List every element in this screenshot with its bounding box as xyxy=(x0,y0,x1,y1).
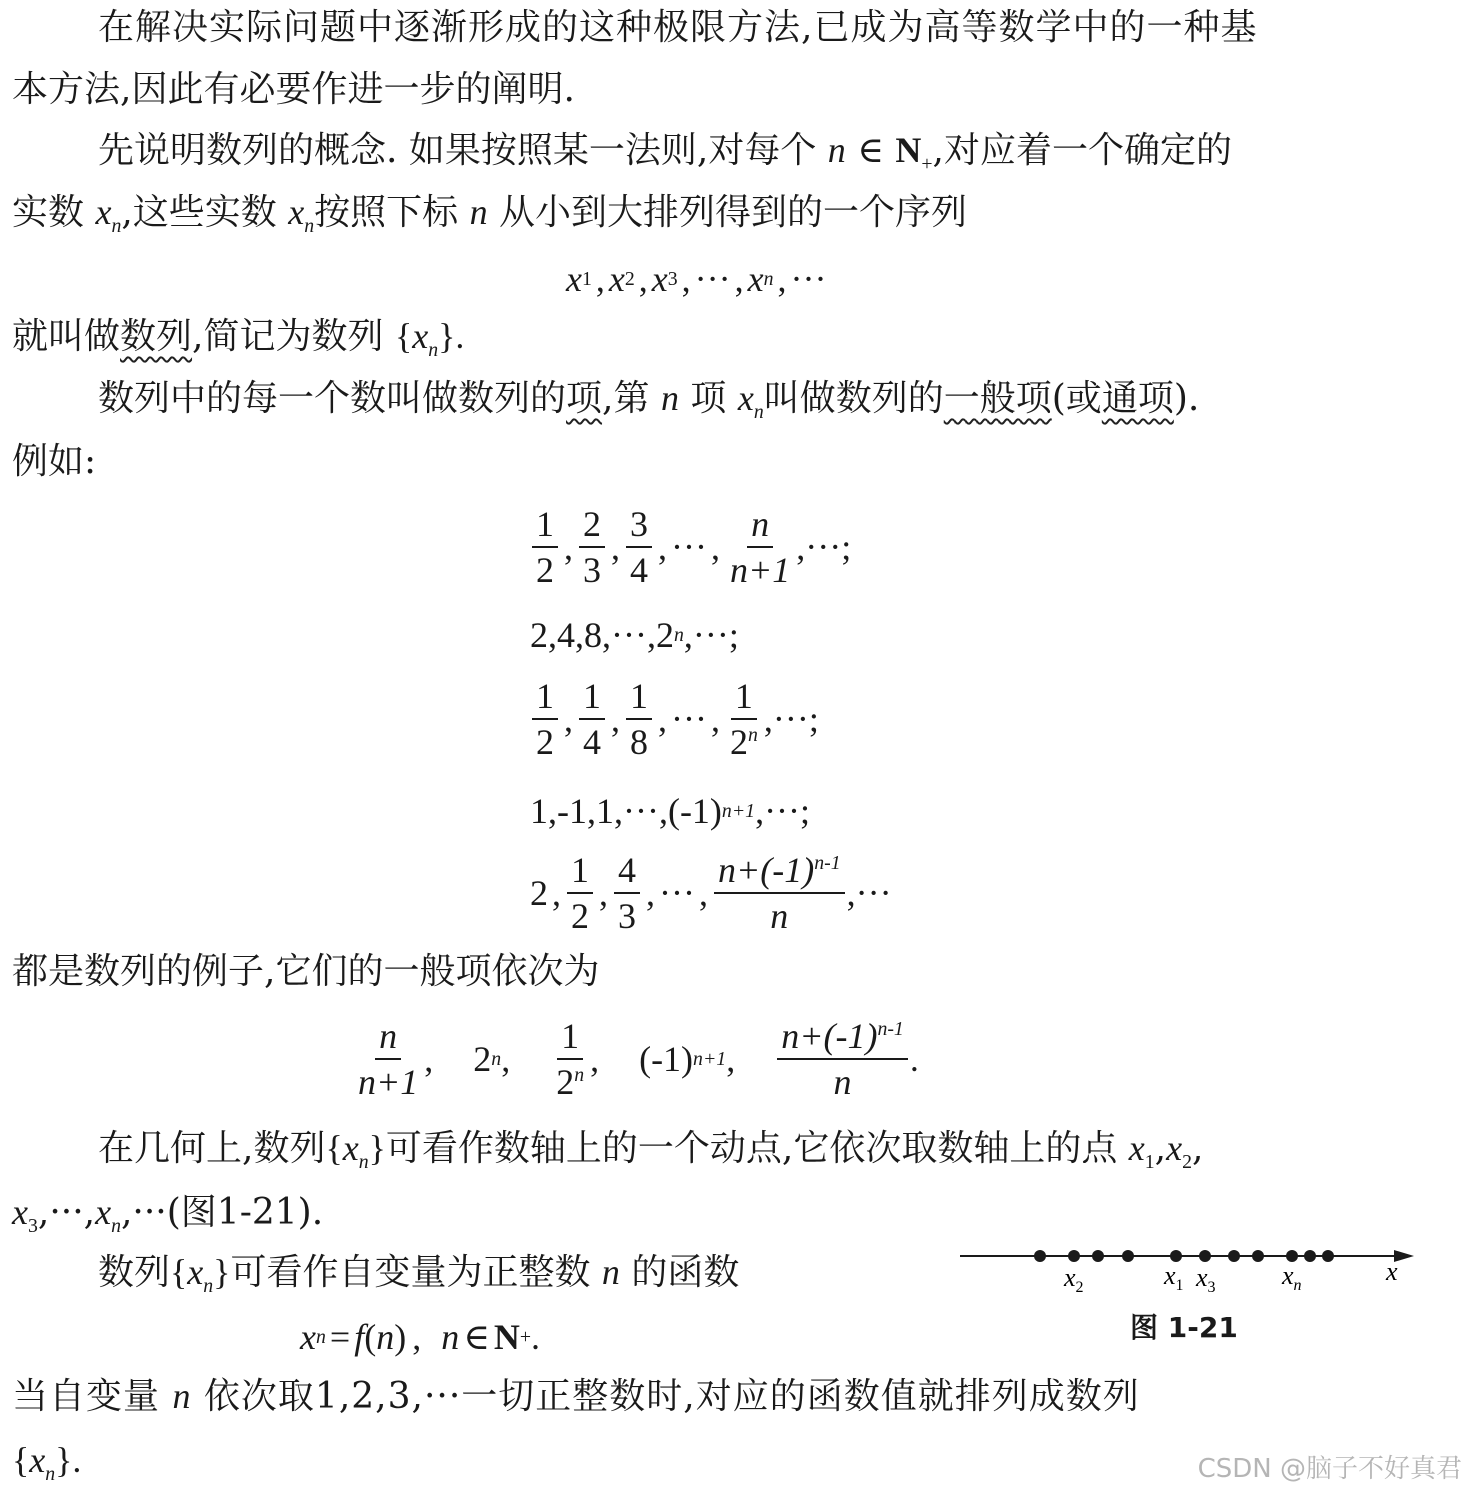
point xyxy=(1092,1250,1104,1262)
point xyxy=(1034,1250,1046,1262)
term-general-term-alt: 通项 xyxy=(1101,378,1174,419)
paragraph-8-line-1: 当自变量 n 依次取1,2,3,···一切正整数时,对应的函数值就排列成数列 xyxy=(12,1376,1140,1417)
axis-label: x xyxy=(1386,1257,1398,1286)
figure-caption: 图 1-21 xyxy=(1130,1311,1238,1344)
paragraph-2-line-2: 实数 $x_n$,这些实数 $x_n$按照下标 n 从小到大排列得到的一个序列 xyxy=(12,192,968,238)
sequence-formula: x 1 , x 2 , x 3 , ··· , x n , ··· xyxy=(566,259,827,299)
term-item: 项 xyxy=(566,378,603,419)
point xyxy=(1199,1250,1211,1262)
point xyxy=(1322,1250,1334,1262)
term-sequence: 数列 xyxy=(120,316,193,357)
example-1: $\frac{1}{2}$ , $\frac{2}{3}$ , $\frac{3}{4}$ , ··· , $\frac{n}{n+1}$ ,···; xyxy=(530,506,851,588)
paragraph-7: 数列$\{x_n\}$可看作自变量为正整数 n 的函数 xyxy=(98,1252,740,1298)
paragraph-5: 都是数列的例子,它们的一般项依次为 xyxy=(12,951,600,992)
point xyxy=(1122,1250,1134,1262)
paragraph-2-line-1: 先说明数列的概念. 如果按照某一法则,对每个 n ∈ $N_+$,对应着一个确定的 xyxy=(98,130,1232,176)
paragraph-6-line-2: $x_3,\cdot\cdot\cdot,x_n,\cdot\cdot\cdot$(图1-21). xyxy=(12,1192,324,1238)
example-2: 2,4,8,···,2 n ,···; xyxy=(530,615,739,655)
label-xn: $x_n$ xyxy=(1282,1261,1302,1294)
paragraph-1-line-2: 本方法,因此有必要作进一步的阐明. xyxy=(12,69,575,110)
paragraph-4-line-1: 数列中的每一个数叫做数列的项,第 n 项 $x_n$叫做数列的一般项(或通项). xyxy=(98,378,1200,424)
paragraph-4-line-2: 例如: xyxy=(12,441,97,482)
label-x2: $x_2$ xyxy=(1064,1263,1084,1296)
paragraph-3: 就叫做数列,简记为数列 $\{x_n\}$. xyxy=(12,316,465,362)
label-x3: $x_3$ xyxy=(1196,1263,1216,1296)
term-general-term: 一般项 xyxy=(943,378,1052,419)
paragraph-8-line-2: $\{x_n\}$. xyxy=(12,1440,82,1486)
example-3: $\frac{1}{2}$ , $\frac{1}{4}$ , $\frac{1}{8}$ , ··· , $\frac{1}{2^n}$ ,···; xyxy=(530,678,819,760)
label-x1: $x_1$ xyxy=(1164,1261,1184,1294)
example-5: 2 , $\frac{1}{2}$ , $\frac{4}{3}$ , ··· , $\frac{n+(-1)^{n-1}}{n}$ ,··· xyxy=(530,850,892,936)
point xyxy=(1228,1250,1240,1262)
example-4: 1,-1,1,···,(-1) n+1 ,···; xyxy=(530,791,811,831)
point xyxy=(1068,1250,1080,1262)
paragraph-6-line-1: 在几何上,数列$\{x_n\}$可看作数轴上的一个动点,它依次取数轴上的点 $x_1,x_2$, xyxy=(98,1128,1204,1174)
point xyxy=(1304,1250,1316,1262)
watermark: CSDN @脑子不好真君 xyxy=(1197,1454,1462,1484)
general-terms: $\frac{n}{n+1}$ , 2 n , $\frac{1}{2^n}$ , (-1) n+1 , $\frac{n+(-1)^{n-1}}{n}$ . xyxy=(358,1016,919,1102)
number-line-figure xyxy=(958,1238,1428,1298)
point xyxy=(1252,1250,1264,1262)
paragraph-1-line-1: 在解决实际问题中逐渐形成的这种极限方法,已成为高等数学中的一种基 xyxy=(98,7,1258,48)
function-formula: x n = f ( n ) , n ∈ N + . xyxy=(300,1317,541,1357)
